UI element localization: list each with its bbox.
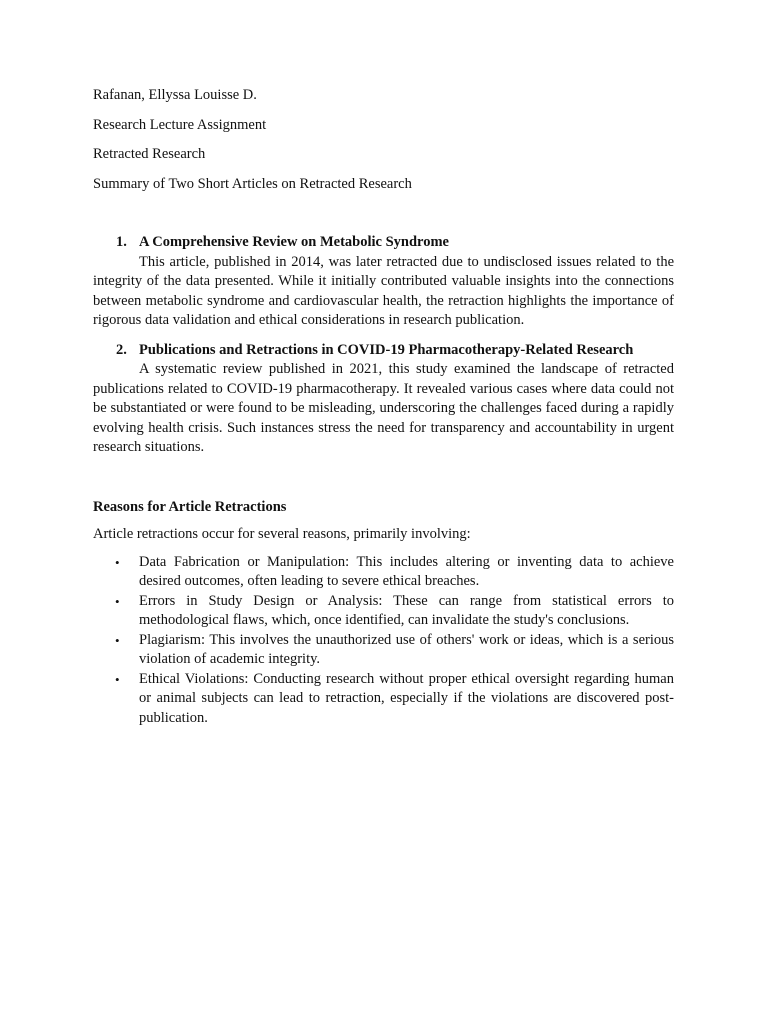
article-item-1 <box>93 233 674 331</box>
course-title: Research Lecture Assignment <box>93 116 267 133</box>
reasons-intro: Article retractions occur for several reasons, primarily involving: <box>93 525 471 542</box>
author-name: Rafanan, Ellyssa Louisse D. <box>93 87 257 103</box>
bullet-icon: • <box>115 554 120 570</box>
spacer <box>93 204 674 233</box>
article-title-text: Publications and Retractions in COVID-19 Pharmacotherapy-Related Research <box>139 341 634 358</box>
article-title <box>93 341 674 361</box>
reasons-list <box>93 553 674 729</box>
bullet-icon: • <box>115 632 120 648</box>
list-item-text: Ethical Violations: Conducting research without proper ethical oversight regarding human or animal subjects can lead to retraction, especially if the violations are discovered post-publication. <box>139 670 674 726</box>
list-item-text: Plagiarism: This involves the unauthorized use of others' work or ideas, which is a serious violation of academic integrity. <box>139 631 674 667</box>
bullet-icon: • <box>115 671 120 687</box>
article-item-2 <box>93 341 674 458</box>
list-item <box>93 670 674 729</box>
list-item <box>93 553 674 592</box>
article-summary: A systematic review published in 2021, this study examined the landscape of retracted publications related to COVID-19 pharmacotherapy. It revealed various cases where data could not be substantiated or were found to be misleading, underscoring the challenges faced during a rapidly evolving health crisis. Such instances stress the need for transparency and accountability in urgent research situations. <box>93 361 674 455</box>
topic-title: Retracted Research <box>93 146 206 162</box>
bullet-icon: • <box>115 593 120 609</box>
article-title <box>93 233 674 253</box>
article-title-text: A Comprehensive Review on Metabolic Syndrome <box>139 234 449 250</box>
reasons-heading: Reasons for Article Retractions <box>93 498 287 515</box>
article-number: 1. <box>116 234 127 250</box>
list-item-text: Data Fabrication or Manipulation: This includes altering or inventing data to achieve desired outcomes, often leading to severe ethical breaches. <box>139 553 674 589</box>
spacer <box>93 468 674 498</box>
list-item <box>93 631 674 670</box>
list-item <box>93 592 674 631</box>
document-subtitle: Summary of Two Short Articles on Retracted Research <box>93 175 412 192</box>
list-item-text: Errors in Study Design or Analysis: These can range from statistical errors to methodological flaws, which, once identified, can invalidate the study's conclusions. <box>139 592 674 628</box>
article-summary: This article, published in 2014, was later retracted due to undisclosed issues related to the integrity of the data presented. While it initially contributed valuable insights into the connections between metabolic syndrome and cardiovascular health, the retraction highlights the importance of rigorous data validation and ethical considerations in research publication. <box>93 253 674 328</box>
article-number: 2. <box>116 341 127 358</box>
document-page <box>93 86 674 728</box>
